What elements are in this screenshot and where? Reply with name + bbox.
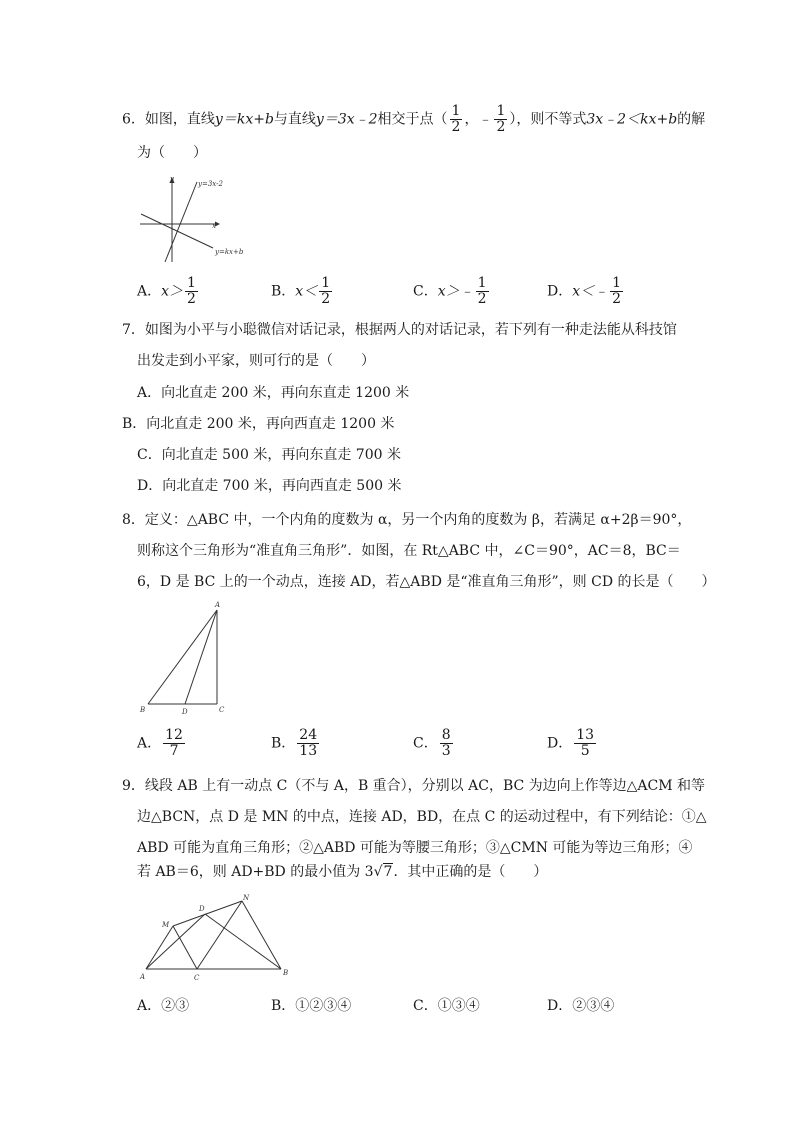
q6-line-3x-2	[165, 182, 197, 262]
q6-line2-label: y=kx+b	[215, 248, 244, 256]
q9-label-m: M	[162, 921, 170, 929]
q6-eq2: y＝3x﹣2	[315, 111, 378, 128]
q9-segment-ad	[146, 914, 205, 969]
q8-option-a[interactable]: A． $\frac{12}{7}$	[137, 727, 183, 759]
q9-line1: 9．线段 AB 上有一动点 C（不与 A，B 重合），分别以 AC，BC 为边向上作等边△ACM 和等	[122, 778, 706, 794]
q8-side-ab	[148, 610, 217, 704]
q6-comma: ，﹣	[464, 111, 493, 128]
q6-line-kx-b	[141, 214, 213, 248]
q9-number: 9．	[122, 778, 145, 794]
q8-option-d[interactable]: D． $\frac{13}{5}$	[547, 727, 595, 759]
q6-text-d: ），则不等式	[509, 111, 587, 128]
q9-option-b[interactable]: B．①②③④	[271, 998, 352, 1014]
q6-graph	[137, 172, 257, 268]
q9-option-a[interactable]: A．②③	[137, 998, 190, 1014]
q6-inequality: 3x﹣2＜kx+b	[586, 111, 678, 128]
q7-option-c[interactable]: C．向北直走 500 米，再向东直走 700 米	[137, 447, 401, 463]
q9-label-n: N	[243, 894, 250, 902]
q6-text-a: 如图，直线	[144, 111, 215, 128]
q8-option-b[interactable]: B． $\frac{24}{13}$	[271, 727, 318, 759]
q9-figure	[137, 893, 297, 983]
q6-line1	[122, 103, 706, 135]
q7-option-b[interactable]: B．向北直走 200 米，再向西直走 1200 米	[122, 416, 395, 432]
q9-segment-nb	[242, 901, 281, 969]
q6-eq1: y＝kx+b	[214, 111, 274, 128]
q6-point-x: $\frac{1}{2}$	[451, 103, 461, 135]
q6-text-e: 的解	[677, 111, 706, 128]
q9-line2: 边△BCN，点 D 是 MN 的中点，连接 AD，BD，在点 C 的运动过程中，有下列结论：①△	[137, 809, 707, 825]
q8-label-c: C	[219, 706, 225, 714]
q9-label-d: D	[199, 905, 205, 913]
q6-text-c: 相交于点（	[377, 111, 448, 128]
q8-line2: 则称这个三角形为“准直角三角形”．如图，在 Rt△ABC 中，∠C＝90°，AC＝8，BC＝	[137, 543, 681, 559]
q6-y-label: y	[170, 175, 174, 183]
q9-sqrt: √7	[373, 864, 393, 880]
q7-number: 7．	[122, 322, 145, 338]
q9-label-a: A	[140, 973, 146, 981]
q8-label-b: B	[140, 706, 146, 714]
q7-option-d[interactable]: D．向北直走 700 米，再向西直走 500 米	[137, 478, 402, 494]
q6-number: 6．	[122, 111, 145, 128]
q8-segment-ad	[185, 610, 217, 704]
q8-line1: 8．定义：△ABC 中，一个内角的度数为 α，另一个内角的度数为 β，若满足 α+2β＝90°，	[122, 512, 692, 528]
q9-segment-mn	[173, 901, 242, 926]
q6-option-a[interactable]: A．x＞ $\frac{1}{2}$	[137, 275, 196, 307]
q8-triangle-figure	[137, 598, 237, 716]
q9-line4: 若 AB＝6，则 AD+BD 的最小值为 3√7．其中正确的是（ ）	[137, 864, 548, 880]
q6-line2: 为（ ）	[137, 145, 207, 161]
q7-line2: 出发走到小平家，则可行的是（ ）	[137, 353, 375, 369]
q6-option-c[interactable]: C．x＞﹣ $\frac{1}{2}$	[413, 275, 487, 307]
q7-line1: 7．如图为小平与小聪微信对话记录，根据两人的对话记录，若下列有一种走法能从科技馆	[122, 322, 677, 338]
q8-number: 8．	[122, 512, 145, 528]
q6-line1-label: y=3x-2	[198, 180, 223, 188]
q6-option-b[interactable]: B．x＜ $\frac{1}{2}$	[271, 275, 331, 307]
q9-option-c[interactable]: C．①③④	[413, 998, 480, 1014]
q8-label-d: D	[182, 708, 188, 716]
q6-x-label: x	[212, 222, 216, 230]
q6-text-b: 与直线	[273, 111, 316, 128]
q8-option-c[interactable]: C． $\frac{8}{3}$	[413, 727, 451, 759]
q9-option-d[interactable]: D．②③④	[547, 998, 615, 1014]
q9-label-c: C	[194, 974, 200, 982]
q9-label-b: B	[283, 969, 289, 977]
q8-line3: 6，D 是 BC 上的一个动点，连接 AD，若△ABD 是“准直角三角形”，则 CD 的长是（ ）	[137, 574, 716, 590]
q8-label-a: A	[215, 601, 221, 609]
q7-option-a[interactable]: A．向北直走 200 米，再向东直走 1200 米	[137, 385, 410, 401]
q9-line3: ABD 可能为直角三角形；②△ABD 可能为等腰三角形；③△CMN 可能为等边三角形；④	[137, 840, 693, 856]
q6-option-d[interactable]: D．x＜﹣ $\frac{1}{2}$	[547, 275, 622, 307]
q6-point-y: $\frac{1}{2}$	[496, 103, 506, 135]
q9-segment-bd	[205, 914, 281, 969]
